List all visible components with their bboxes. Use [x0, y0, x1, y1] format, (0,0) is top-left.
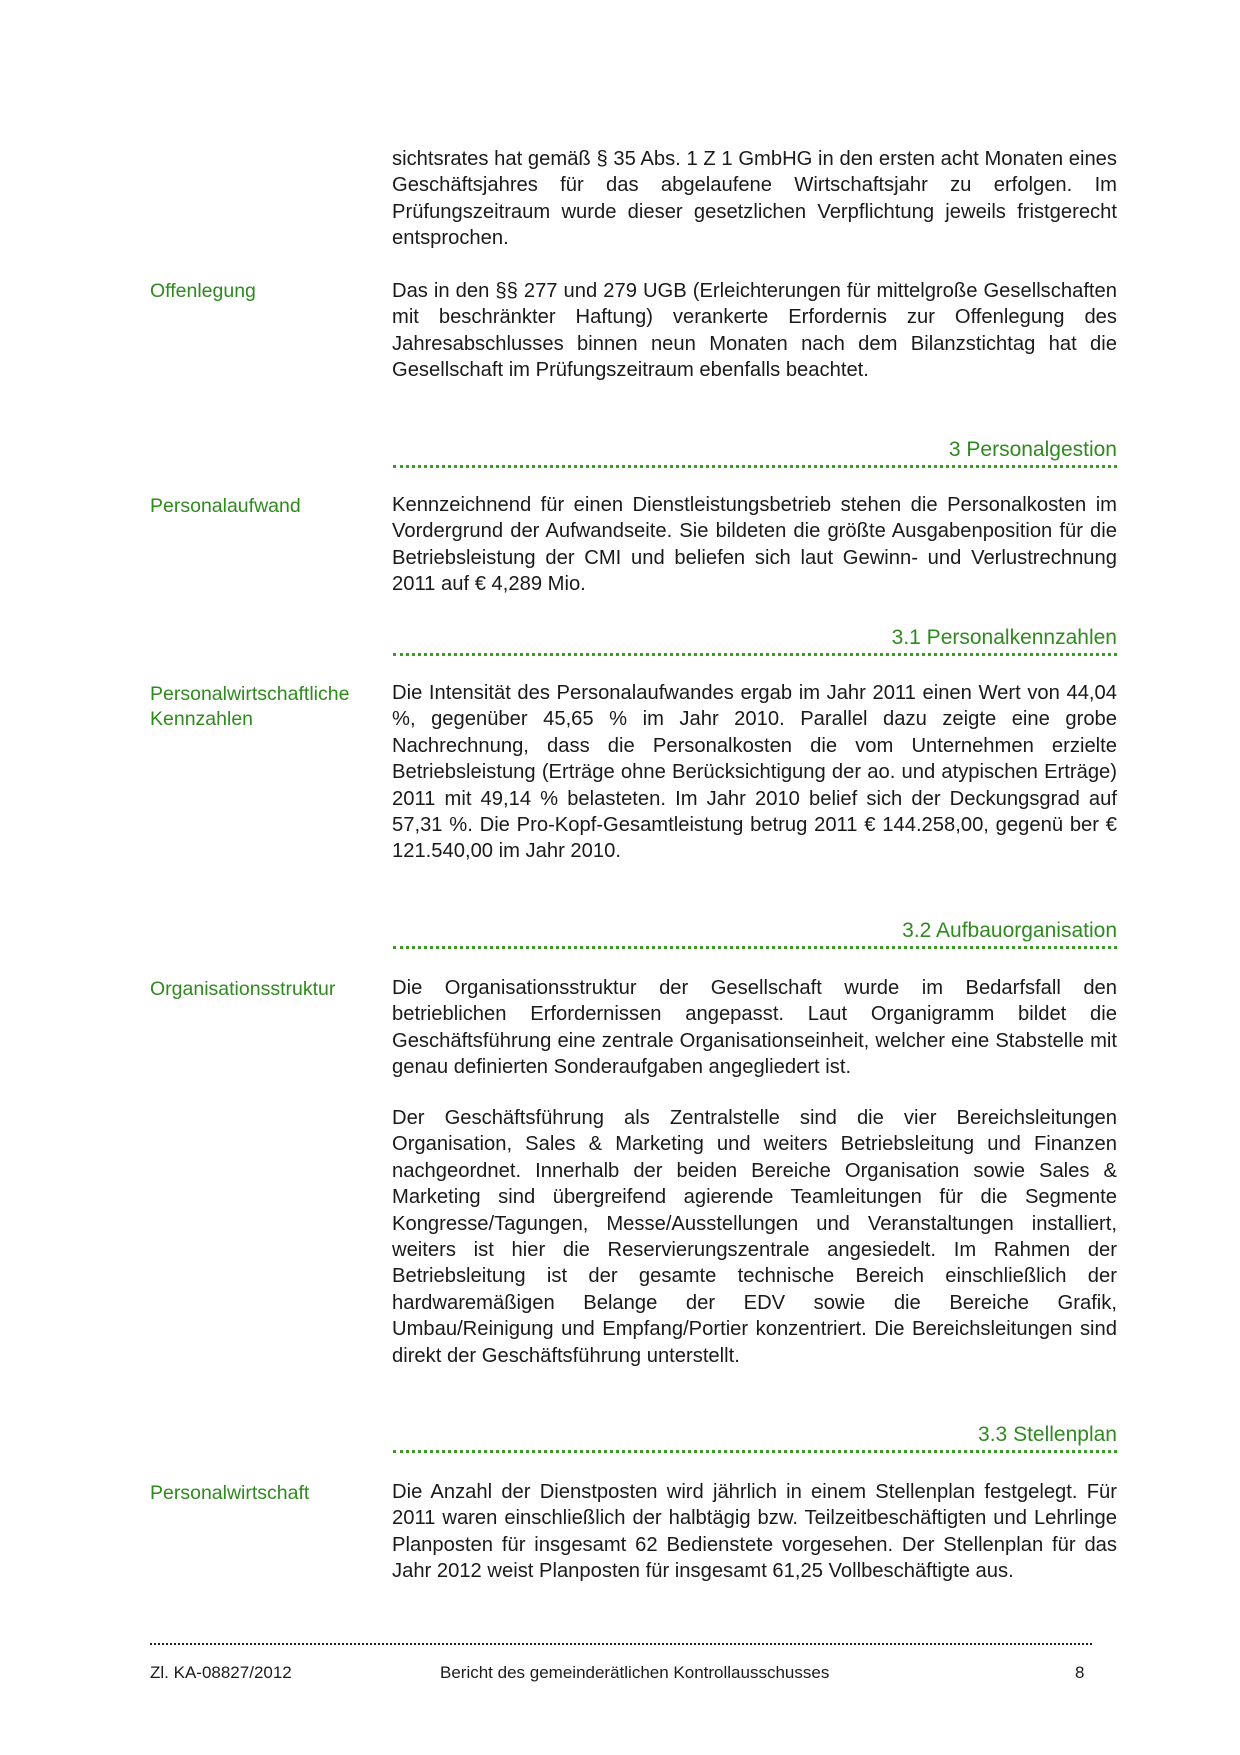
margin-label-personalwirtschaft: Personalwirtschaft	[150, 1482, 310, 1504]
margin-label-line: Personalwirtschaftliche	[150, 683, 350, 705]
footer-reference: Zl. KA-08827/2012	[150, 1663, 292, 1682]
body-paragraph-organisation-2: Der Geschäftsführung als Zentralstelle sind die vier Bereichsleitungen Organisation, Sales & Marketing und weiters Betriebsleitung und Finanzen nachgeordnet. Innerhalb der beiden Bereiche Organisation sowie Sales & Marketing sind übergreifend agierende Teamleitungen für die Segmente Kongresse/Tagungen, Messe/Ausstellungen und Veranstaltungen installiert, weiters ist hier die Reservierungszentrale angesiedelt. Im Rahmen der Betriebsleitung ist der gesamte technische Bereich einschließlich der hardwaremäßigen Belange der EDV sowie die Bereiche Grafik, Umbau/Reinigung und Empfang/Portier konzentriert. Die Bereichsleitungen sind direkt der Geschäftsführung unterstellt.	[392, 1107, 1117, 1367]
body-paragraph-intro: sichtsrates hat gemäß § 35 Abs. 1 Z 1 GmbHG in den ersten acht Monaten eines Geschäftsjahres für das abgelaufene Wirtschaftsjahr zu erfolgen. Im Prüfungszeitraum wurde dieser gesetzlichen Verpflichtung jeweils fristgerecht entsprochen.	[392, 148, 1117, 250]
body-paragraph-offenlegung: Das in den §§ 277 und 279 UGB (Erleichterungen für mittelgroße Gesellschaften mit beschränkter Haftung) verankerte Erfordernis zur Offenlegung des Jahresabschlusses binnen neun Monaten nach dem Bilanzstichtag hat die Gesellschaft im Prüfungszeitraum ebenfalls beachtet.	[392, 280, 1117, 382]
heading-divider	[393, 946, 1117, 949]
heading-divider	[393, 1450, 1117, 1453]
page-number: 8	[1075, 1663, 1085, 1682]
section-heading-personalgestion: 3 Personalgestion	[948, 438, 1117, 461]
section-heading-aufbauorganisation: 3.2 Aufbauorganisation	[902, 919, 1117, 942]
body-paragraph-kennzahlen: Die Intensität des Personalaufwandes ergab im Jahr 2011 einen Wert von 44,04 %, gegenüber 45,65 % im Jahr 2010. Parallel dazu zeigte eine grobe Nachrechnung, dass die Personalkosten die vom Unternehmen erzielte Betriebsleistung (Erträge ohne Berücksichtigung der ao. und atypischen Erträge) 2011 mit 49,14 % belasteten. Im Jahr 2010 belief sich der Deckungsgrad auf 57,31 %. Die Pro-Kopf-Gesamtleistung betrug 2011 € 144.258,00, gegenü ber € 121.540,00 im Jahr 2010.	[392, 682, 1117, 863]
footer-title: Bericht des gemeinderätlichen Kontrollausschusses	[440, 1663, 830, 1682]
margin-label-offenlegung: Offenlegung	[150, 280, 256, 302]
heading-divider	[393, 653, 1117, 656]
body-paragraph-stellenplan: Die Anzahl der Dienstposten wird jährlich in einem Stellenplan festgelegt. Für 2011 waren einschließlich der halbtägig bzw. Teilzeitbeschäftigten und Lehrlinge Planposten für insgesamt 62 Bedienstete vorgesehen. Der Stellenplan für das Jahr 2012 weist Planposten für insgesamt 61,25 Vollbeschäftigte aus.	[392, 1481, 1117, 1583]
margin-label-line: Kennzahlen	[150, 708, 254, 730]
body-paragraph-organisation-1: Die Organisationsstruktur der Gesellschaft wurde im Bedarfsfall den betrieblichen Erfordernissen angepasst. Laut Organigramm bildet die Geschäftsführung eine zentrale Organisationseinheit, welcher eine Stabstelle mit genau definierten Sonderaufgaben angegliedert ist.	[392, 977, 1117, 1079]
margin-label-organisationsstruktur: Organisationsstruktur	[150, 978, 336, 1000]
margin-label-personalaufwand: Personalaufwand	[150, 495, 301, 517]
heading-divider	[393, 465, 1117, 468]
margin-label-kennzahlen	[150, 682, 380, 732]
footer-divider	[150, 1643, 1092, 1645]
body-paragraph-personalaufwand: Kennzeichnend für einen Dienstleistungsbetrieb stehen die Personalkosten im Vordergrund der Aufwandseite. Sie bildeten die größte Ausgabenposition für die Betriebsleistung der CMI und beliefen sich laut Gewinn- und Verlustrechnung 2011 auf € 4,289 Mio.	[392, 494, 1117, 596]
section-heading-stellenplan: 3.3 Stellenplan	[978, 1423, 1117, 1446]
section-heading-personalkennzahlen: 3.1 Personalkennzahlen	[891, 626, 1117, 649]
